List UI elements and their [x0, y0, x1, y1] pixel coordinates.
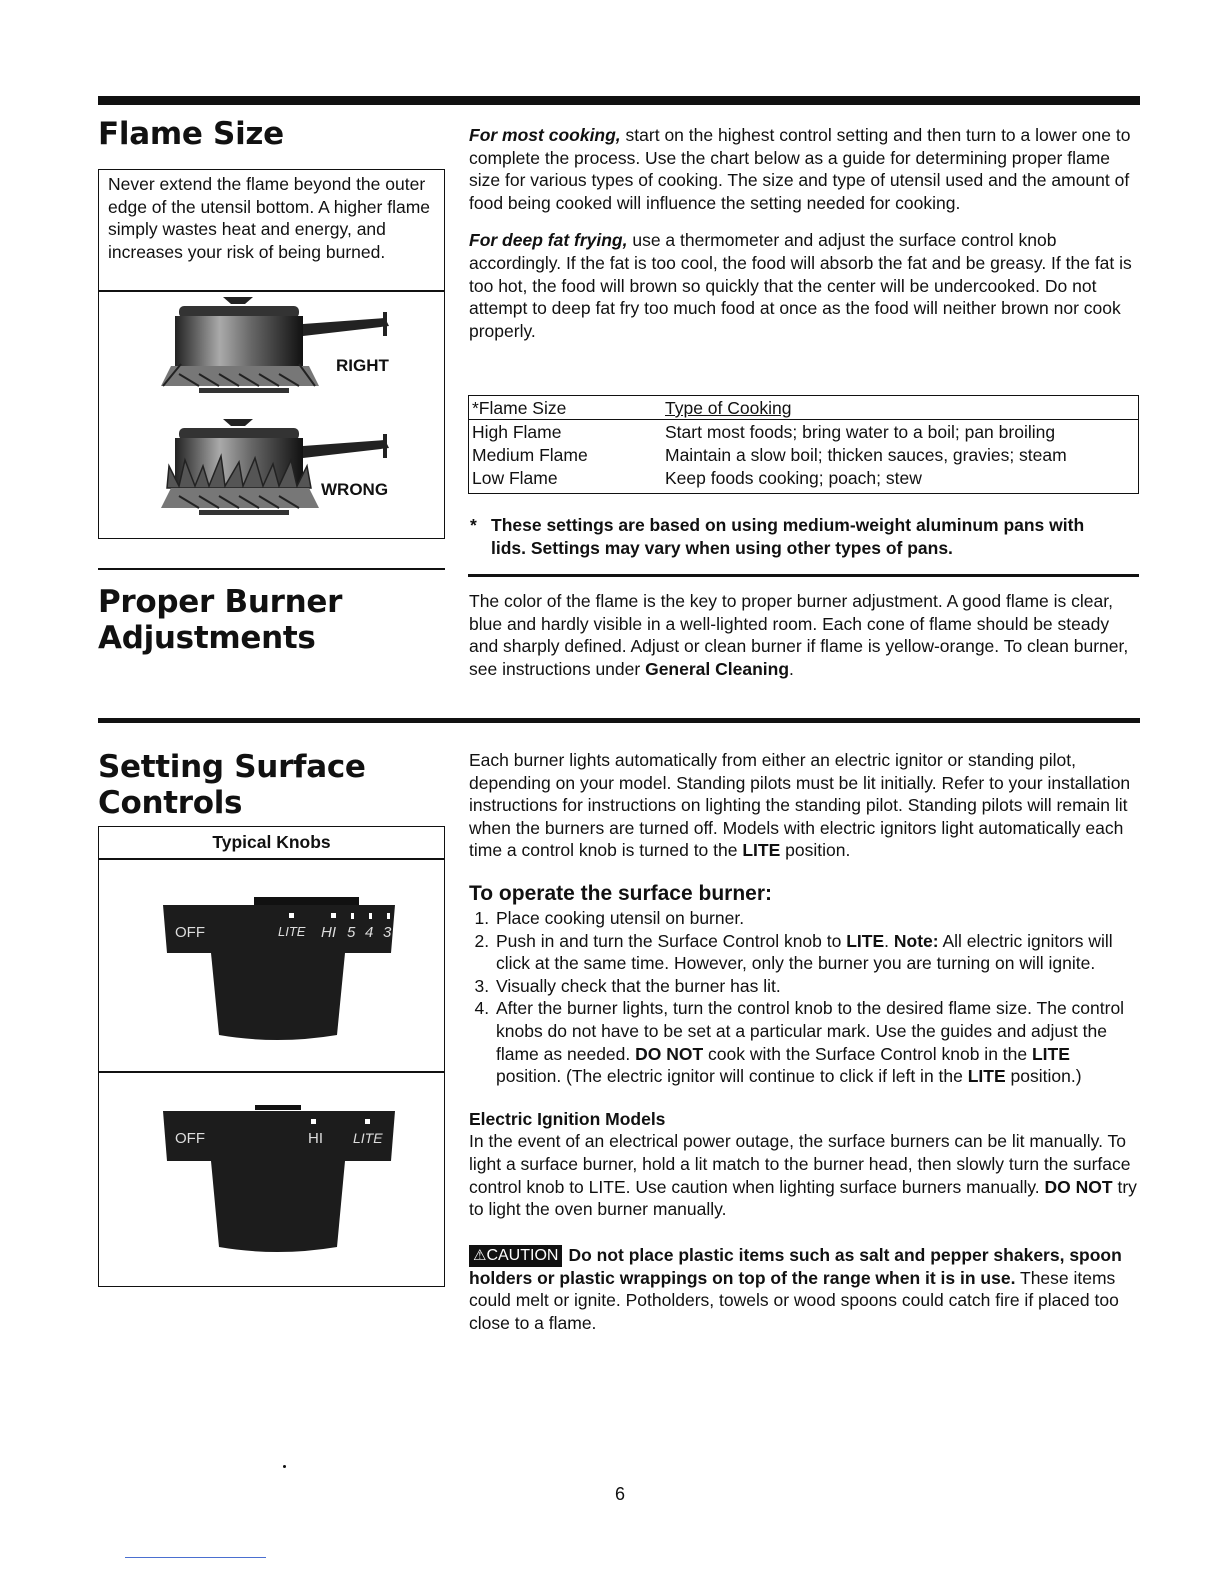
step-text: Push in and turn the Surface Control knob to [496, 930, 847, 951]
surface-title-line1: Setting Surface [98, 749, 366, 785]
typical-knobs-caption: Typical Knobs [212, 832, 331, 852]
electric-text-b: try to light the oven burner manually. [469, 1176, 1137, 1220]
most-cooking-paragraph [469, 124, 1139, 214]
section-rule-left [98, 568, 445, 570]
caution-label: CAUTION [486, 1246, 559, 1264]
caution-bold-text: Do not place plastic items such as salt and pepper shakers, spoon holders or plastic wrappings on top of the range when it is in use. [469, 1244, 1122, 1288]
knob-1-illustration [159, 895, 399, 1045]
scan-dot [283, 1465, 286, 1468]
deep-fat-paragraph [469, 229, 1139, 342]
table-cell: Keep foods cooking; poach; stew [665, 468, 922, 488]
scan-line [125, 1557, 266, 1558]
burner-title-line2: Adjustments [98, 620, 316, 656]
step-bold: LITE [967, 1066, 1006, 1087]
table-cell: Low Flame [472, 468, 558, 488]
step-text: After the burner lights, turn the control knob to the desired flame size. The control knobs do not have to be set at a particular mark. Use the guides and adjust the flame as needed. [496, 998, 1125, 1064]
table-cell: Start most foods; bring water to a boil; pan broiling [665, 422, 1056, 442]
footnote [470, 514, 1120, 559]
surface-intro-lite: LITE [742, 840, 781, 861]
knob-divider [99, 1071, 444, 1073]
electric-text-a: In the event of an electrical power outage, the surface burners can be lit manually. To light a surface burner, hold a lit match to the burner head, then slowly turn the surface control knob to LITE. Use caution when lighting surface burners manually. [469, 1131, 1131, 1197]
top-rule [98, 96, 1140, 105]
surface-title-line2: Controls [98, 785, 243, 821]
surface-intro-text: Each burner lights automatically from either an electric ignitor or standing pilot, depending on your model. Standing pilots must be lit initially. Refer to your installation instructions for instructions on lighting the standing pilot. Standing pilots will remain lit when the burners are turned off. Models with electric ignitors light automatically each time a control knob is turned to the [469, 750, 1131, 861]
pan-wrong-illustration [159, 416, 439, 526]
step-bold: DO NOT [635, 1043, 704, 1064]
table-cell: High Flame [472, 422, 562, 442]
burner-title-line1: Proper Burner [98, 584, 343, 620]
header-type-of-cooking: Type of Cooking [665, 398, 792, 418]
knob1-hi-label: HI [321, 924, 336, 941]
electric-donot: DO NOT [1044, 1176, 1113, 1197]
pan-right-illustration [159, 294, 439, 414]
flame-size-text [469, 124, 1139, 342]
step-text: position.) [1005, 1066, 1082, 1087]
most-cooking-text: start on the highest control setting and then turn to a lower one to complete the process. Use the chart below as a guide for determining proper flame size for various types of cooking. The size and type of utensil used and the amount of food being cooked will influence the setting needed for cooking. [469, 125, 1131, 213]
knob1-4-label: 4 [365, 924, 374, 941]
knob2-off-label: OFF [175, 1130, 205, 1147]
knob2-hi-label: HI [308, 1130, 323, 1147]
step-text: position. (The electric ignitor will continue to click if left in the [496, 1066, 968, 1087]
operate-heading: To operate the surface burner: [469, 881, 773, 905]
flame-size-table [469, 396, 1138, 489]
step-text: . [884, 930, 894, 951]
knob1-3-label: 3 [383, 924, 392, 941]
burner-adjustments-title [98, 584, 342, 656]
knob-2-illustration [159, 1105, 399, 1257]
flame-warning-text: Never extend the flame beyond the outer edge of the utensil bottom. A higher flame simply wastes heat and energy, and increases your risk of being burned. [108, 174, 431, 262]
electric-ignition-text [469, 1130, 1139, 1220]
burner-adjust-text [469, 590, 1139, 680]
step-text: Place cooking utensil on burner. [496, 907, 745, 928]
caption-divider [99, 858, 444, 860]
list-item [494, 930, 1139, 975]
table-cell: Maintain a slow boil; thicken sauces, gravies; steam [665, 445, 1067, 465]
flame-size-title: Flame Size [98, 116, 284, 152]
knob1-off-label: OFF [175, 924, 205, 941]
section-rule-2 [98, 718, 1140, 723]
most-cooking-lead: For most cooking, [469, 125, 621, 145]
list-item [494, 975, 1139, 998]
table-header-row [469, 396, 1138, 420]
caution-paragraph [469, 1244, 1139, 1335]
operate-steps [469, 907, 1139, 1088]
deep-fat-text: use a thermometer and adjust the surface control knob accordingly. If the fat is too cool, the food will absorb the fat and be greasy. If the fat is too hot, the food will brown so quickly that the center will be undercooked. Do not attempt to deep fat fry too much food at once as the food will neither brown nor cook properly. [469, 230, 1132, 341]
surface-controls-title [98, 749, 366, 821]
step-text: Visually check that the burner has lit. [496, 975, 781, 996]
step-note: Note: [893, 930, 939, 951]
knob2-lite-label: LITE [353, 1130, 383, 1146]
footnote-asterisk: * [470, 515, 477, 535]
right-label: RIGHT [336, 356, 389, 375]
caution-badge [469, 1245, 562, 1267]
figure-divider [99, 290, 444, 292]
step-text: cook with the Surface Control knob in the [703, 1043, 1032, 1064]
step-bold: LITE [1031, 1043, 1070, 1064]
page-number: 6 [614, 1484, 625, 1504]
footnote-text: These settings are based on using medium-weight aluminum pans with lids. Settings may vary when using other types of pans. [491, 515, 1085, 558]
header-flame-size: *Flame Size [472, 398, 567, 418]
list-item [494, 997, 1139, 1087]
caution-text: These items could melt or ignite. Potholders, towels or wood spoons could catch fire if placed too close to a flame. [469, 1267, 1119, 1333]
knob1-5-label: 5 [347, 924, 356, 941]
surface-controls-text [469, 749, 1139, 1334]
table-row [469, 466, 1138, 489]
step-text: All electric ignitors will click at the same time. However, only the burner you are turning on will ignite. [496, 930, 1113, 974]
surface-intro-end: position. [780, 840, 851, 861]
step-bold: LITE [846, 930, 885, 951]
table-row [469, 443, 1138, 466]
warning-triangle-icon: ⚠ [473, 1246, 487, 1264]
burner-adjust-body: The color of the flame is the key to proper burner adjustment. A good flame is clear, blue and hardly visible in a well-lighted room. Each cone of flame should be steady and sharply defined. Adjust or clean burner if flame is yellow-orange. To clean burner, see instructions under [469, 591, 1129, 679]
deep-fat-lead: For deep fat frying, [469, 230, 628, 251]
list-item [494, 907, 1139, 930]
table-row [469, 420, 1138, 443]
table-cell: Medium Flame [472, 445, 588, 465]
burner-adjust-end: . [789, 658, 794, 679]
electric-ignition-heading: Electric Ignition Models [469, 1108, 666, 1129]
section-rule-right [468, 574, 1139, 577]
knobs-figure-box [98, 826, 445, 1287]
wrong-label: WRONG [321, 480, 389, 499]
general-cleaning-ref: General Cleaning [645, 658, 790, 679]
flame-size-figure-box [98, 169, 445, 539]
knob1-lite-label: LITE [278, 924, 306, 939]
surface-intro [469, 749, 1139, 862]
flame-size-table-box [468, 395, 1139, 494]
